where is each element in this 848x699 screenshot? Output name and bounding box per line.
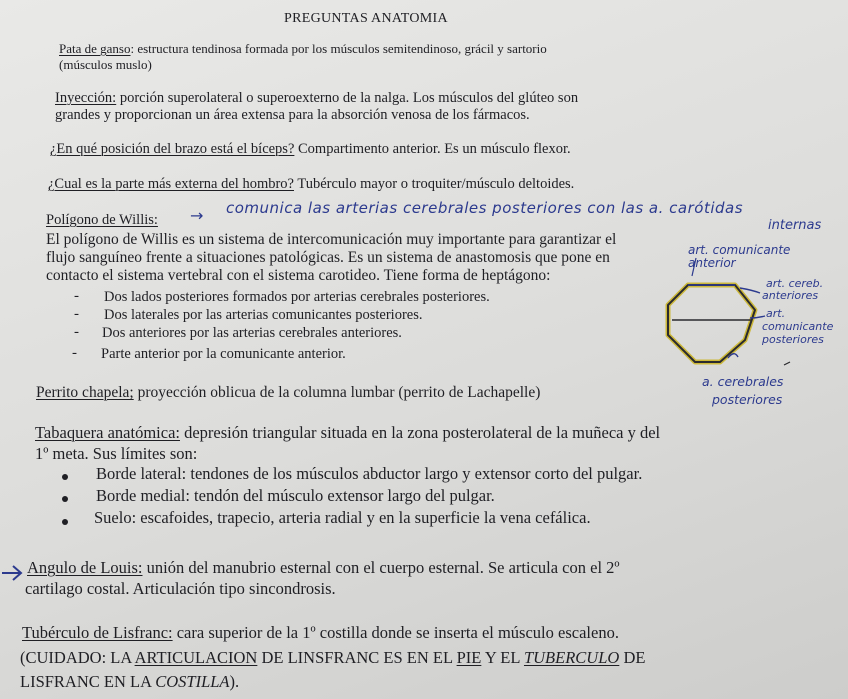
willis-line1: El polígono de Willis es un sistema de intercomunicación muy importante para garantizar el xyxy=(46,231,617,248)
warn-text: LISFRANC EN LA xyxy=(20,672,156,691)
willis-line2: flujo sanguíneo frente a situaciones patológicas. Es un sistema de anastomosis que pone en xyxy=(46,249,610,266)
dash-bullet: - xyxy=(74,288,79,304)
tabaquera-line2: 1º meta. Sus límites son: xyxy=(35,444,198,463)
warn-tuberculo: TUBERCULO xyxy=(523,648,620,667)
dash-bullet: - xyxy=(74,306,79,322)
louis-definition: unión del manubrio esternal con el cuerpo esternal. Se articula con el 2º xyxy=(142,558,620,577)
lisfranc-warning-line2 xyxy=(20,674,239,691)
hombro-answer: Tubérculo mayor o troquiter/músculo deltoides. xyxy=(294,176,575,192)
tabaquera-term: Tabaquera anatómica: xyxy=(35,423,180,442)
lisfranc-line1 xyxy=(22,625,619,642)
lisfranc-term: Tubérculo de Lisfranc: xyxy=(22,623,173,642)
arrow-right-icon: → xyxy=(190,206,204,225)
label-cerebral-anterior-cont: anteriores xyxy=(762,289,819,302)
biceps-answer: Compartimento anterior. Es un músculo flexor. xyxy=(294,141,571,157)
label-comunicante-anterior-cont: anterior xyxy=(688,256,736,270)
tabaquera-item-3: Suelo: escafoides, trapecio, arteria radial y en la superficie la vena cefálica. xyxy=(94,508,591,527)
willis-item-3: Dos anteriores por las arterias cerebrales anteriores. xyxy=(102,325,402,341)
lisfranc-definition: cara superior de la 1º costilla donde se inserta el músculo escaleno. xyxy=(172,623,619,642)
label-cerebral-posterior: a. cerebrales xyxy=(702,374,784,389)
inyeccion-line2: grandes y proporcionan un área extensa para la absorción venosa de los fármacos. xyxy=(55,107,530,123)
louis-term: Angulo de Louis: xyxy=(27,558,143,577)
biceps-question: ¿En qué posición del brazo está el bíceps? xyxy=(50,141,295,157)
warn-costilla: COSTILLA xyxy=(155,672,230,691)
warn-articulacion: ARTICULACION xyxy=(134,648,258,667)
warn-text: DE LINSFRANC ES EN EL xyxy=(257,648,457,667)
willis-item-1: Dos lados posteriores formados por arterias cerebrales posteriores. xyxy=(104,289,490,305)
willis-handwritten-note-cont: internas xyxy=(768,218,822,233)
hombro-question: ¿Cual es la parte más externa del hombro? xyxy=(48,176,294,192)
dash-bullet: - xyxy=(74,324,79,340)
inyeccion-definition: porción superolateral o superoexterno de la nalga. Los músculos del glúteo son xyxy=(116,90,579,106)
willis-item-2: Dos laterales por las arterias comunicantes posteriores. xyxy=(104,307,423,323)
pata-definition: : estructura tendinosa formada por los músculos semitendinoso, grácil y sartorio xyxy=(130,41,547,56)
tabaquera-item-2: Borde medial: tendón del músculo extensor largo del pulgar. xyxy=(96,486,495,505)
tabaquera-definition: depresión triangular situada en la zona posterolateral de la muñeca y del xyxy=(179,423,661,442)
perrito-definition: proyección oblicua de la columna lumbar (perrito de Lachapelle) xyxy=(133,384,541,401)
willis-item-4: Parte anterior por la comunicante anterior. xyxy=(101,346,346,362)
warn-text: (CUIDADO: LA xyxy=(20,648,135,667)
warn-text: DE xyxy=(619,648,646,667)
warn-text: Y EL xyxy=(481,648,524,667)
perrito-term: Perrito chapela; xyxy=(36,384,134,401)
label-comunicante-posterior-cont2: posteriores xyxy=(762,333,824,346)
tabaquera-item-1: Borde lateral: tendones de los músculos abductor largo y extensor corto del pulgar. xyxy=(96,464,643,483)
louis-line1 xyxy=(27,560,620,577)
dash-bullet: - xyxy=(72,345,77,361)
willis-term-text: Polígono de Willis: xyxy=(46,212,158,228)
label-comunicante-anterior: art. comunicante xyxy=(688,243,791,257)
inyeccion-term: Inyección: xyxy=(55,90,117,106)
page-title: PREGUNTAS ANATOMIA xyxy=(284,11,448,26)
label-comunicante-posterior: art. xyxy=(766,307,786,320)
pata-term: Pata de ganso xyxy=(59,41,131,56)
willis-line3: contacto el sistema vertebral con el sistema carotideo. Tiene forma de heptágono: xyxy=(46,267,551,284)
lisfranc-warning-line1 xyxy=(20,650,645,667)
warn-text: ). xyxy=(229,672,240,691)
pata-de-ganso-line2: (músculos muslo) xyxy=(59,57,152,72)
label-cerebral-anterior: art. cereb. xyxy=(766,277,824,290)
willis-handwritten-note: comunica las arterias cerebrales posteriores con las a. carótidas xyxy=(226,199,744,217)
label-comunicante-posterior-cont: comunicante xyxy=(762,320,834,333)
warn-pie: PIE xyxy=(456,648,482,667)
louis-line2: cartilago costal. Articulación tipo sincondrosis. xyxy=(25,579,336,598)
label-cerebral-posterior-cont: posteriores xyxy=(712,392,783,407)
